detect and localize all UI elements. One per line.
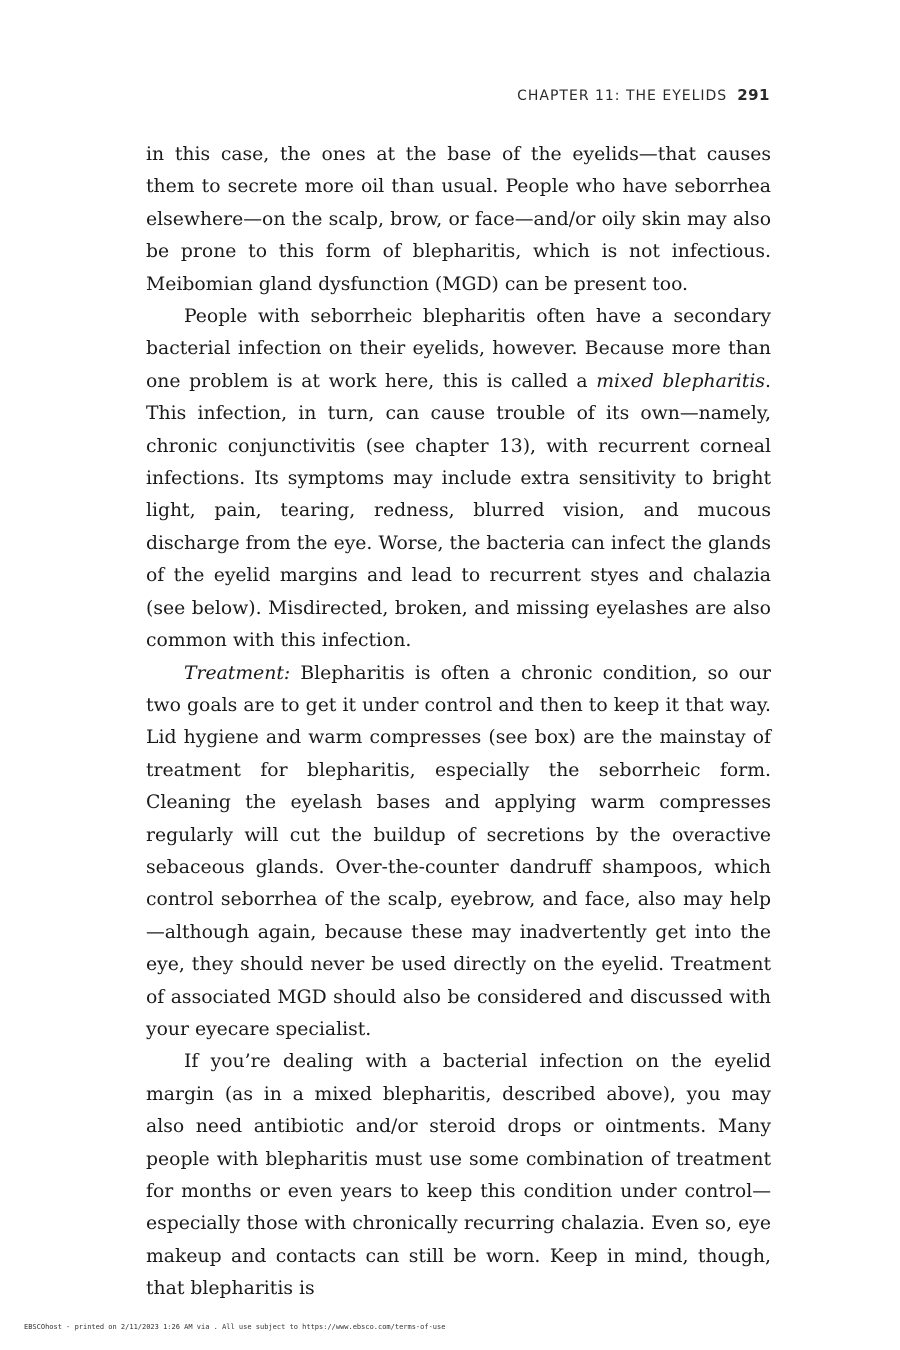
text-run: If you’re dealing with a bacterial infection on the eyelid margin (as in a mixed blepharitis, described above), you may also need antibiotic and/or steroid drops or ointments. Many people with blepharitis must use some combination of treatment for months or even years to keep this condition under control—especially those with chronically recurring chalazia. Even so, eye makeup and contacts can still be worn. Keep in mind, though, that blepharitis is bbox=[146, 1051, 771, 1300]
chapter-title: CHAPTER 11: THE EYELIDS bbox=[517, 88, 728, 104]
paragraph bbox=[146, 1046, 771, 1305]
text-run: Blepharitis is often a chronic condition, so our two goals are to get it under control and then to keep it that way. Lid hygiene and warm compresses (see box) are the mainstay of treatment for blepharitis, especially the seborrheic form. Cleaning the eyelash bases and applying warm compresses regularly will cut the buildup of secretions by the overactive sebaceous glands. Over-the-counter dandruff shampoos, which control seborrhea of the scalp, eyebrow, and face, also may help—although again, because these may inadvertently get into the eye, they should never be used directly on the eyelid. Treatment of associated MGD should also be considered and discussed with your eyecare specialist. bbox=[146, 662, 771, 1040]
text-run: in this case, the ones at the base of the eyelids—that causes them to secrete more oil than usual. People who have seborrhea elsewhere—on the scalp, brow, or face—and/or oily skin may also be prone to this form of blepharitis, which is not infectious. Meibomian gland dysfunction (MGD) can be present too. bbox=[146, 144, 771, 295]
paragraph bbox=[146, 139, 771, 301]
text-run: . This infection, in turn, can cause trouble of its own—namely, chronic conjunctivitis (see chapter 13), with recurrent corneal infections. Its symptoms may include extra sensitivity to bright light, pain, tearing, redness, blurred vision, and mucous discharge from the eye. Worse, the bacteria can infect the glands of the eyelid margins and lead to recurrent styes and chalazia (see below). Misdirected, broken, and missing eyelashes are also common with this infection. bbox=[146, 370, 771, 652]
body-text bbox=[146, 139, 771, 1306]
paragraph bbox=[146, 301, 771, 657]
page-number: 291 bbox=[737, 86, 770, 104]
print-footer: EBSCOhost - printed on 2/11/2023 1:26 AM via . All use subject to https://www.ebsco.com/terms-of-use bbox=[24, 1323, 446, 1331]
running-head bbox=[517, 86, 770, 104]
paragraph bbox=[146, 658, 771, 1047]
text-run: People with seborrheic blepharitis often have a secondary bacterial infection on their eyelids, however. Because more than one problem is at work here, this is called a bbox=[146, 306, 771, 392]
italic-term: mixed blepharitis bbox=[596, 370, 766, 392]
italic-run-in-head: Treatment: bbox=[184, 662, 291, 684]
